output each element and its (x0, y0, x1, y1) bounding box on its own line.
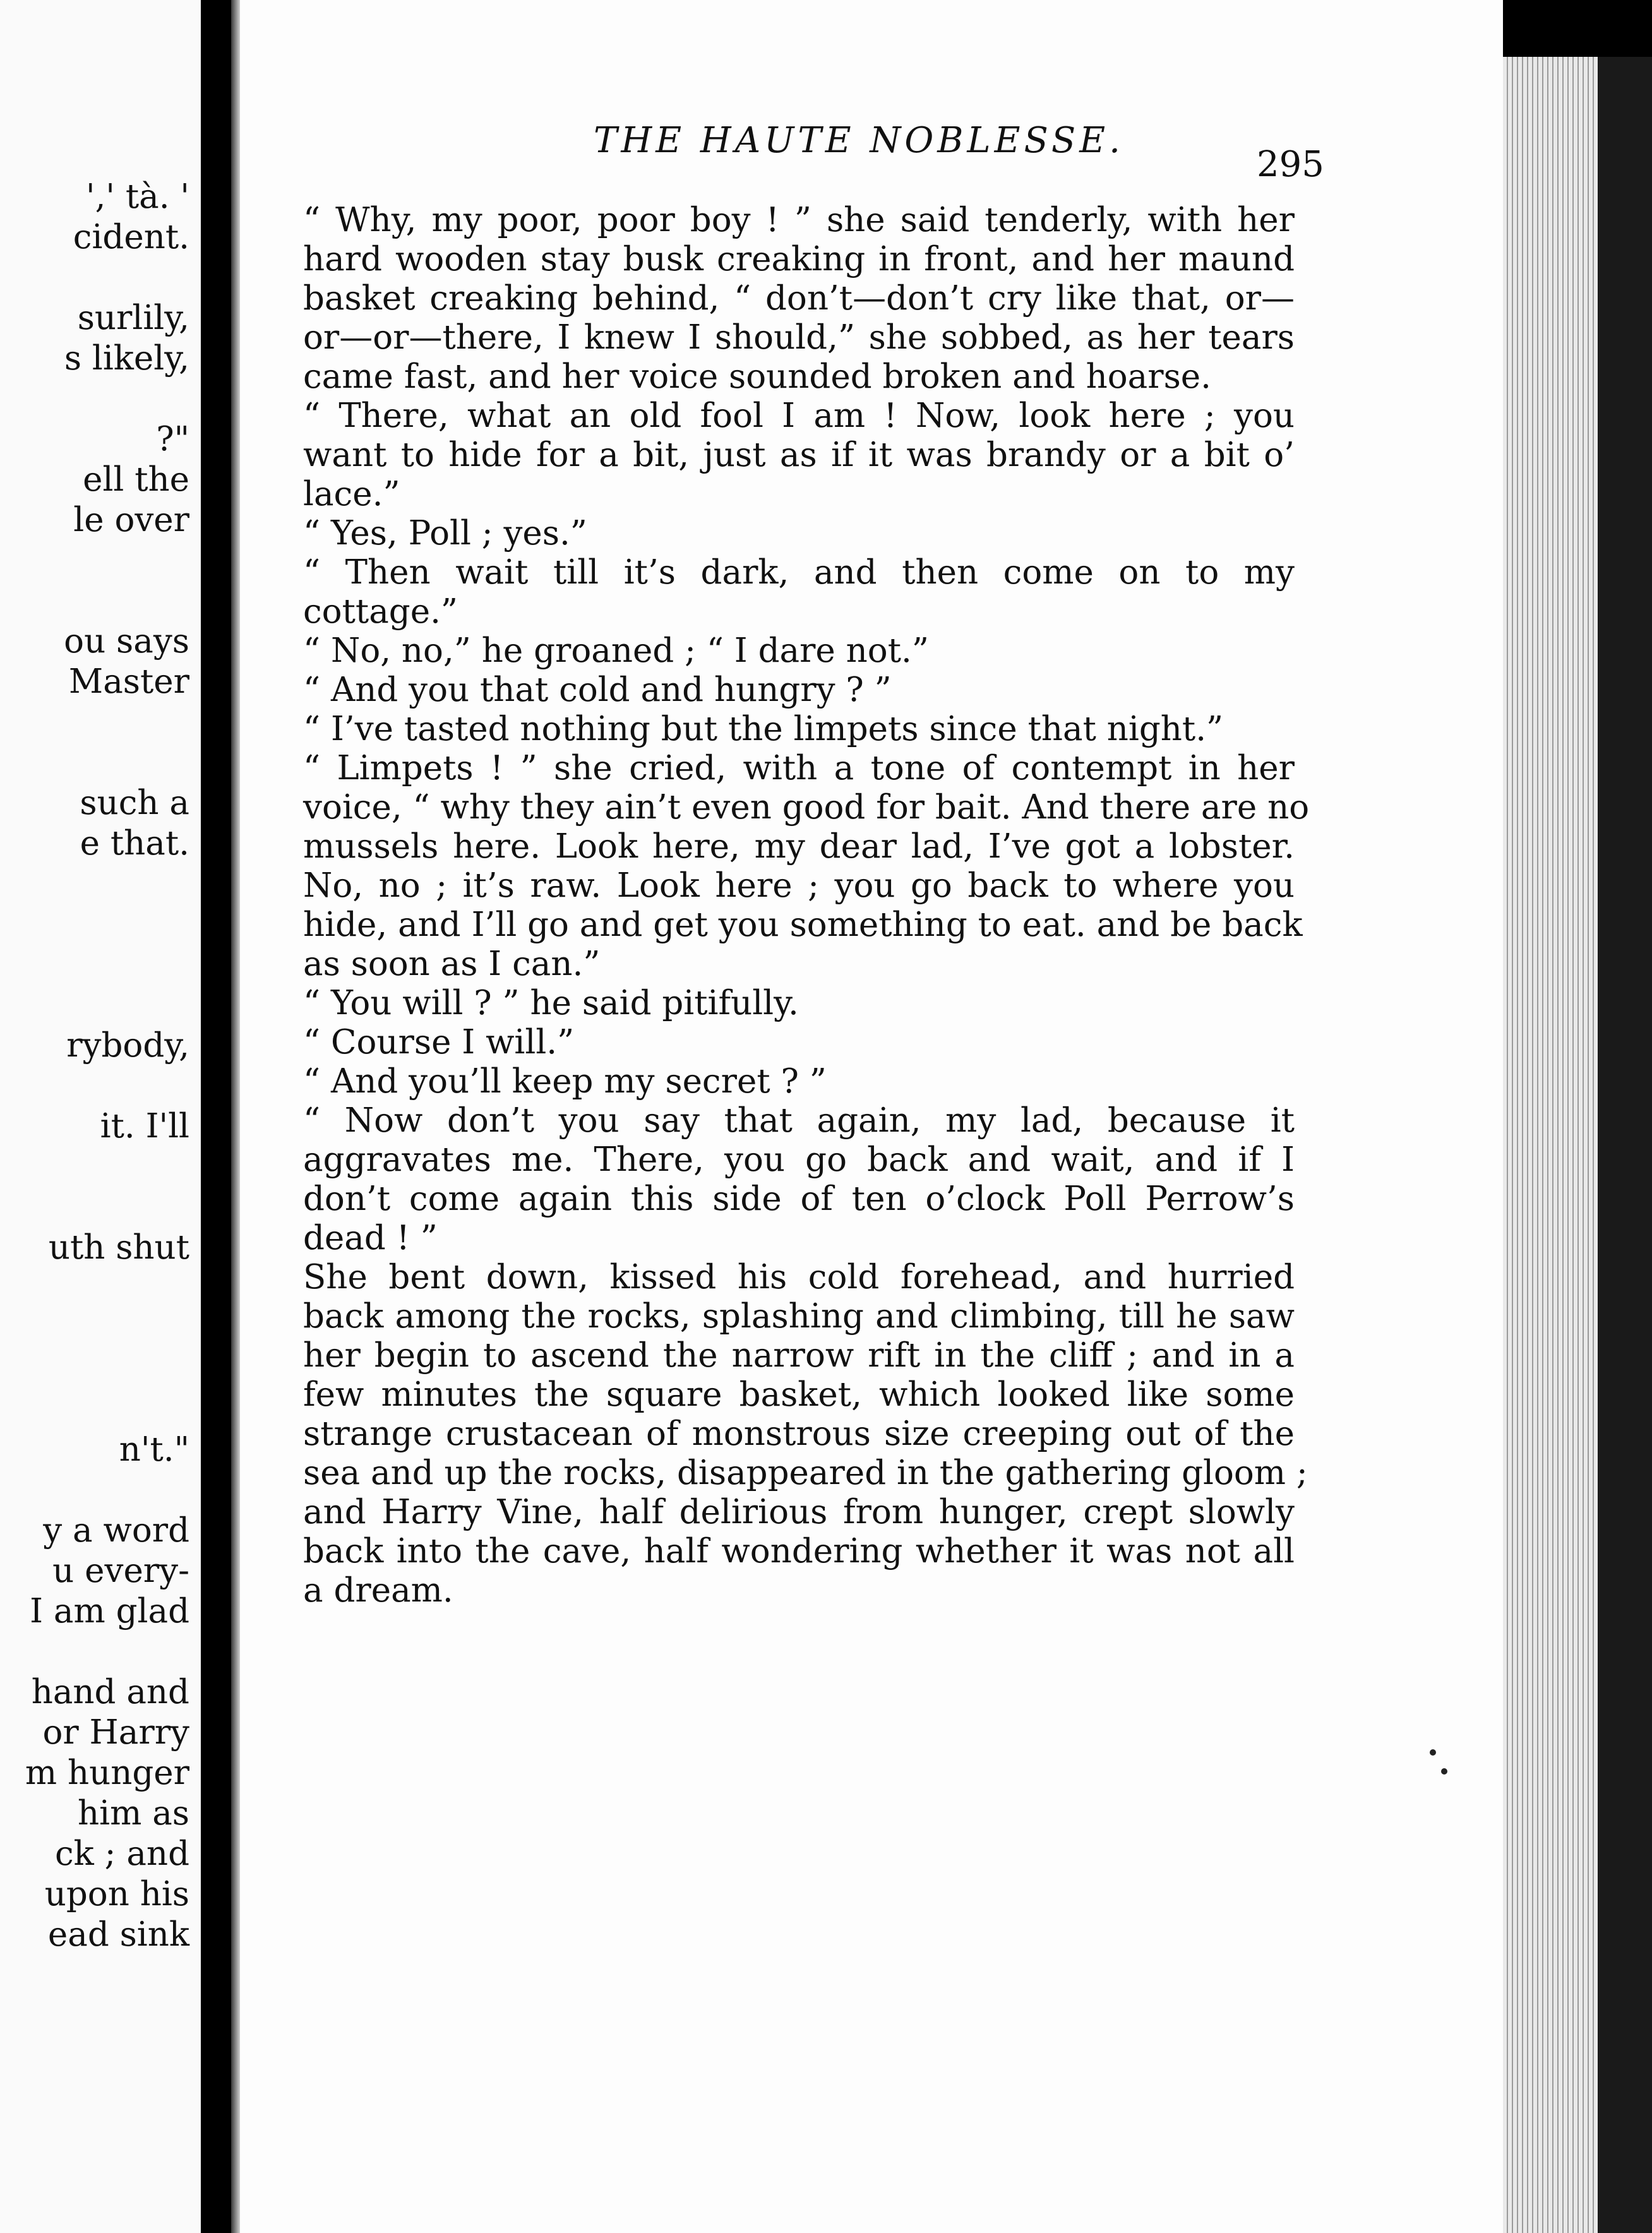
text-line: her begin to ascend the narrow rift in the cliff ; and in a (303, 1336, 1295, 1375)
book-gutter (201, 0, 231, 2233)
text-line: strange crustacean of monstrous size creeping out of the (303, 1415, 1295, 1453)
left-page-line: hand and (31, 1673, 189, 1711)
left-page-line: uth shut (48, 1228, 189, 1267)
left-page-line: rybody, (66, 1026, 189, 1065)
left-page-line (0, 1308, 189, 1349)
left-page-line: I am glad (30, 1592, 189, 1631)
left-page-line: or Harry (42, 1713, 189, 1752)
text-line: sea and up the rocks, disappeared in the gathering gloom ; (303, 1454, 1308, 1492)
text-line: mussels here. Look here, my dear lad, I’ve got a lobster. (303, 827, 1295, 866)
left-page-line: such a (80, 784, 189, 822)
paragraph (303, 201, 1295, 397)
left-page-line (0, 1389, 189, 1430)
text-line: voice, “ why they ain’t even good for bait. And there are no (303, 788, 1310, 827)
text-line: cottage.” (303, 592, 458, 631)
gutter-shadow (231, 0, 240, 2233)
text-line: and Harry Vine, half delirious from hunger, crept slowly (303, 1493, 1295, 1531)
left-page-line: ?" (156, 420, 189, 458)
text-line: hide, and I’ll go and get you something to eat. and be back (303, 906, 1303, 944)
left-page-line (0, 904, 189, 945)
left-page-line (0, 258, 189, 298)
left-page-line (0, 541, 189, 581)
text-line: “ I’ve tasted nothing but the limpets since that night.” (303, 710, 1224, 748)
left-page-line: u every- (52, 1552, 189, 1590)
paragraph (303, 710, 1295, 749)
left-page-line: cident. (73, 218, 189, 256)
text-line: few minutes the square basket, which looked like some (303, 1375, 1295, 1414)
left-page-line: e that. (80, 824, 189, 863)
left-page (0, 0, 208, 2233)
left-page-line (0, 864, 189, 904)
left-page-line (0, 743, 189, 783)
text-line: “ And you’ll keep my secret ? ” (303, 1062, 827, 1101)
left-page-line: ck ; and (54, 1835, 189, 1873)
text-line: “ No, no,” he groaned ; “ I dare not.” (303, 632, 929, 670)
text-line: a dream. (303, 1571, 453, 1610)
left-page-line (0, 379, 189, 419)
text-line: as soon as I can.” (303, 945, 601, 983)
left-page-line: upon his (44, 1875, 189, 1913)
left-page-line: ell the (83, 460, 189, 499)
text-line: came fast, and her voice sounded broken and hoarse. (303, 357, 1212, 396)
paragraph (303, 397, 1295, 514)
left-page-line (0, 1147, 189, 1187)
paragraph (303, 984, 1295, 1023)
left-page-line: m hunger (25, 1754, 189, 1792)
ink-speck (1430, 1749, 1436, 1756)
text-line: dead ! ” (303, 1219, 438, 1257)
paragraph (303, 749, 1310, 984)
paragraph (303, 1023, 1295, 1062)
left-page-line: ou says (64, 622, 189, 661)
text-line: or—or—there, I knew I should,” she sobbed, as her tears (303, 318, 1295, 357)
left-page-line (0, 1268, 189, 1308)
ink-speck (1441, 1768, 1447, 1775)
text-line: “ Yes, Poll ; yes.” (303, 514, 587, 553)
text-line: hard wooden stay busk creaking in front, and her maund (303, 240, 1295, 278)
running-head: THE HAUTE NOBLESSE. (594, 120, 1124, 161)
book-edge-shadow (1598, 57, 1652, 2233)
book-top-edge (1503, 0, 1652, 57)
text-line: “ Then wait till it’s dark, and then come on to my (303, 553, 1295, 592)
text-line: “ You will ? ” he said pitifully. (303, 984, 799, 1022)
text-line: “ Limpets ! ” she cried, with a tone of contempt in her (303, 749, 1295, 787)
text-line: want to hide for a bit, just as if it was brandy or a bit o’ (303, 436, 1295, 474)
text-line: She bent down, kissed his cold forehead, and hurried (303, 1258, 1295, 1296)
paragraph (303, 1101, 1295, 1258)
page-number: 295 (1257, 144, 1324, 185)
left-page-line: ',' tà. ' (86, 177, 189, 216)
paragraph (303, 632, 1295, 671)
left-page-line (0, 985, 189, 1026)
left-page-line (0, 1349, 189, 1389)
text-line: lace.” (303, 475, 400, 513)
left-page-line: le over (73, 501, 189, 539)
paragraph (303, 514, 1295, 553)
left-page-line: it. I'll (100, 1107, 189, 1146)
paragraph (303, 1062, 1295, 1101)
text-line: don’t come again this side of ten o’clock Poll Perrow’s (303, 1180, 1295, 1218)
text-line: basket creaking behind, “ don’t—don’t cry like that, or— (303, 279, 1295, 318)
text-line: “ Why, my poor, poor boy ! ” she said tenderly, with her (303, 201, 1295, 239)
left-page-line (0, 1470, 189, 1511)
text-line: “ There, what an old fool I am ! Now, look here ; you (303, 397, 1295, 435)
text-line: “ Now don’t you say that again, my lad, because it (303, 1101, 1295, 1140)
text-line: “ And you that cold and hungry ? ” (303, 671, 892, 709)
left-page-line: n't." (119, 1430, 189, 1469)
left-page-text (0, 177, 189, 1955)
left-page-line (0, 1066, 189, 1106)
left-page-line (0, 1187, 189, 1228)
paragraph (303, 1258, 1308, 1610)
text-line: aggravates me. There, you go back and wait, and if I (303, 1140, 1295, 1179)
text-line: No, no ; it’s raw. Look here ; you go back to where you (303, 866, 1295, 905)
page-body-text (303, 201, 1310, 1610)
left-page-line: him as (78, 1794, 189, 1833)
left-page-line: Master (68, 662, 189, 701)
text-line: back among the rocks, splashing and climbing, till he saw (303, 1297, 1295, 1336)
left-page-line (0, 702, 189, 743)
text-line: back into the cave, half wondering whether it was not all (303, 1532, 1295, 1571)
paragraph (303, 553, 1295, 632)
left-page-line: y a word (43, 1511, 189, 1550)
left-page-line: surlily, (77, 299, 189, 337)
left-page-line: ead sink (47, 1915, 189, 1954)
paragraph (303, 671, 1295, 710)
left-page-line (0, 581, 189, 621)
left-page-line (0, 1632, 189, 1672)
left-page-line (0, 945, 189, 985)
text-line: “ Course I will.” (303, 1023, 575, 1062)
left-page-line: s likely, (64, 339, 189, 378)
